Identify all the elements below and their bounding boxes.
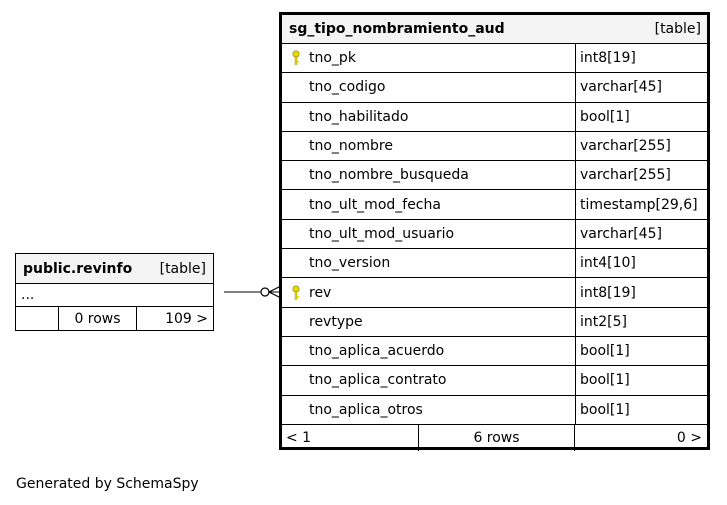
crowfoot-upper [269,286,281,292]
children-count[interactable]: 0 > [676,429,702,446]
generated-by-note: Generated by SchemaSpy [16,476,199,492]
column-name: tno_pk [309,50,356,67]
column-type: int8[19] [580,284,636,301]
column-type: bool[1] [580,401,630,418]
column-type: varchar[255] [580,138,671,155]
column-name: tno_codigo [309,79,386,96]
column-name: tno_aplica_otros [309,401,423,418]
column-name: tno_nombre_busqueda [309,167,469,184]
table-kind: [table] [159,260,206,277]
column-type: varchar[45] [580,225,662,242]
row-count: 6 rows [419,425,575,451]
column-type: varchar[255] [580,167,671,184]
parents-count[interactable]: < 1 [282,425,419,451]
column-type: int2[5] [580,313,627,330]
column-name: rev [309,284,332,301]
row-count: 0 rows [59,307,137,330]
column-name: tno_habilitado [309,108,409,125]
column-name: tno_version [309,255,391,272]
table-name[interactable]: sg_tipo_nombramiento_aud [289,21,505,37]
column-name: revtype [309,313,363,330]
children-count[interactable]: 109 > [165,310,208,327]
column-type: bool[1] [580,372,630,389]
column-type: bool[1] [580,108,630,125]
column-name: tno_aplica_acuerdo [309,343,445,360]
zero-cardinality-mark [261,288,269,296]
column-type: bool[1] [580,343,630,360]
table-name[interactable]: public.revinfo [23,260,133,277]
column-type: timestamp[29,6] [580,196,698,213]
column-type: varchar[45] [580,79,662,96]
table-kind: [table] [654,21,701,37]
column-name: tno_aplica_contrato [309,372,447,389]
column-type: int8[19] [580,50,636,67]
column-name: tno_ult_mod_fecha [309,196,441,213]
ellipsis-row: ... [16,284,213,307]
column-name: tno_nombre [309,138,393,155]
column-type: int4[10] [580,255,636,272]
crowfoot-lower [269,292,281,298]
column-name: tno_ult_mod_usuario [309,225,455,242]
